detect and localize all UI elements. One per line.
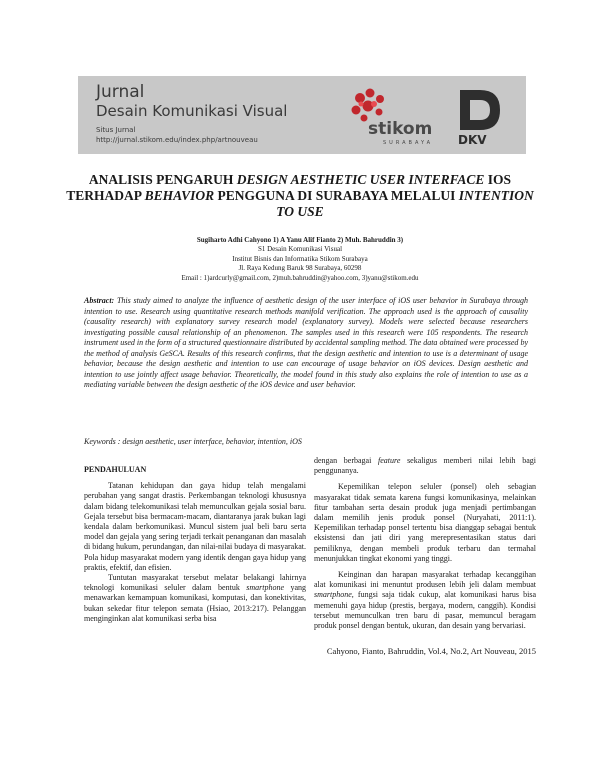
paragraph-text: , fungsi saja tidak cukup, alat komunikasi harus bisa memenuhi gaya hidup (prestis, bergaya, modern, canggih). Kondisi tersebut memunculkan tren baru di pasar, memuncul beragam produk ponsel dengan bentuk, ukuran, dan desain yang bervariasi. (314, 590, 536, 631)
paragraph-text: Tuntutan masyarakat tersebut melatar belakangi lahirnya teknologi komunikasi seluler dalam bentuk (84, 573, 306, 593)
paragraph-emphasis: smartphone (314, 590, 352, 600)
paragraph (314, 456, 536, 476)
journal-name-line2: Desain Komunikasi Visual (96, 102, 288, 120)
affiliation-address: Jl. Raya Kedung Baruk 98 Surabaya, 60298 (238, 264, 362, 272)
dkv-logo-icon (452, 86, 514, 150)
title-emphasis-2: BEHAVIOR (144, 188, 215, 203)
author-list: Sugiharto Adhi Cahyono 1) A Yanu Alif Fianto 2) Muh. Bahruddin 3) (196, 236, 404, 244)
journal-banner (78, 76, 526, 154)
stikom-wordmark: stikom (368, 119, 433, 139)
affiliation-institution: Institut Bisnis dan Informatika Stikom Surabaya (232, 254, 368, 263)
abstract (84, 296, 528, 391)
stikom-subtitle: SURABAYA (383, 140, 434, 146)
section-heading: PENDAHULUAN (84, 465, 147, 474)
abstract-label: Abstract: (84, 296, 115, 305)
paragraph: Tatanan kehidupan dan gaya hidup telah mengalami perubahan yang sangat drastis. Perkembangan teknologi khususnya dalam bidang telekomunikasi telah memunculkan gejala sosial baru. Gejala tersebut bisa bermacam-macam, diantaranya jarak bukan lagi kendala dalam berkomunikasi. Muncul sistem jual beli baru serta model dan gejala yang sering terjadi terkait penanganan dan masalah di bidang hukum, perundangan, dan nilai-nilai budaya di masyarakat. Pola hidup masyarakat modern yang identik dengan gaya hidup yang praktis, efektif, dan efisien. (84, 481, 306, 572)
affiliation-program: S1 Desain Komunikasi Visual (257, 245, 343, 253)
abstract-text: This study aimed to analyze the influence of aesthetic design of the user interface of iOS user behavior in Surabaya through intention to use. Research using quantitative research methods manifold verification. The approach used is the approach of causality (causality research) with explanatory survey research model (explanatory survey). Models were selected because researchers investigating possible causal relationship of an phenomenon. The samples used in this research were 105 respondents. The research instrument used in the form of a structured questionnaire distributed by accidental sampling method. The data obtained were processed by the method of analysis GeSCA. Results of this research confirms, that the design aesthetic and intention to use is a determinant of usage behavior, because the design aesthetic and intention to use can encourage of usage behavior on iOS devices. Design aesthetic and intention to use jointly affect usage behavior. Theoretically, the model found in this study also explains the role of intention to use as a mediating variable between the design aesthetic of the iOS device and user behavior. (84, 296, 528, 389)
title-emphasis-3: INTENTION TO USE (276, 188, 534, 219)
paragraph-emphasis: smartphone (246, 583, 285, 593)
paragraph-emphasis: feature (378, 456, 401, 465)
body-column-right (314, 456, 536, 631)
title-part-2: IOS TERHADAP (66, 172, 512, 203)
title-part-1: ANALISIS PENGARUH (88, 172, 237, 187)
affiliation-block (60, 245, 540, 283)
title-part-3: PENGGUNA DI SURABAYA MELALUI (214, 188, 459, 203)
journal-name-line1: Jurnal (96, 82, 145, 102)
dkv-wordmark: DKV (458, 133, 487, 147)
author-emails: Email : 1)ardcurly@gmail.com, 2)muh.bahruddin@yahoo.com, 3)yanu@stikom.edu (181, 273, 419, 282)
paragraph-text: yang menawarkan kemampuan komunikasi, komputasi, dan konektivitas, bukan sekedar fitur telepon semata (Hsiao, 2013:217). Pelanggan menginginkan alat komunikasi serba bisa (84, 583, 306, 623)
paragraph (314, 570, 536, 631)
site-label: Situs Jurnal (96, 126, 136, 134)
paragraph (84, 573, 306, 624)
title-emphasis-1: DESIGN AESTHETIC USER INTERFACE (236, 172, 485, 187)
paragraph: Kepemilikan telepon seluler (ponsel) oleh sebagian masyarakat tidak semata karena fungsi komunikasinya, melainkan fitur tambahan serta desain produk juga menjadi pertimbangan dalam memilih jenis produk ponsel (Nuryahati, 2011:1). Kepemilikan terhadap ponsel tertentu bisa dianggap sebagai bentuk eksistensi dan jati diri yang merepresentasikan status dari pemiliknya, dengan membeli produk terbaru dan termahal menunjukkan tingkat ekonomi yang tinggi. (314, 482, 536, 563)
body-column-left (84, 465, 306, 624)
paragraph-text: dengan berbagai (314, 456, 379, 465)
paragraph-text: sekaligus memberi nilai lebih bagi penggunanya. (314, 456, 537, 476)
paper-title (60, 172, 540, 220)
site-url[interactable]: http://jurnal.stikom.edu/index.php/artnouveau (96, 136, 258, 144)
page-footer: Cahyono, Fianto, Bahruddin, Vol.4, No.2, Art Nouveau, 2015 (326, 646, 536, 656)
paragraph-text: Keinginan dan harapan masyarakat terhadap kecanggihan alat komunikasi ini menuntut produsen lebih jeli dalam membuat (314, 570, 536, 590)
keywords: Keywords : design aesthetic, user interface, behavior, intention, iOS (84, 437, 302, 446)
